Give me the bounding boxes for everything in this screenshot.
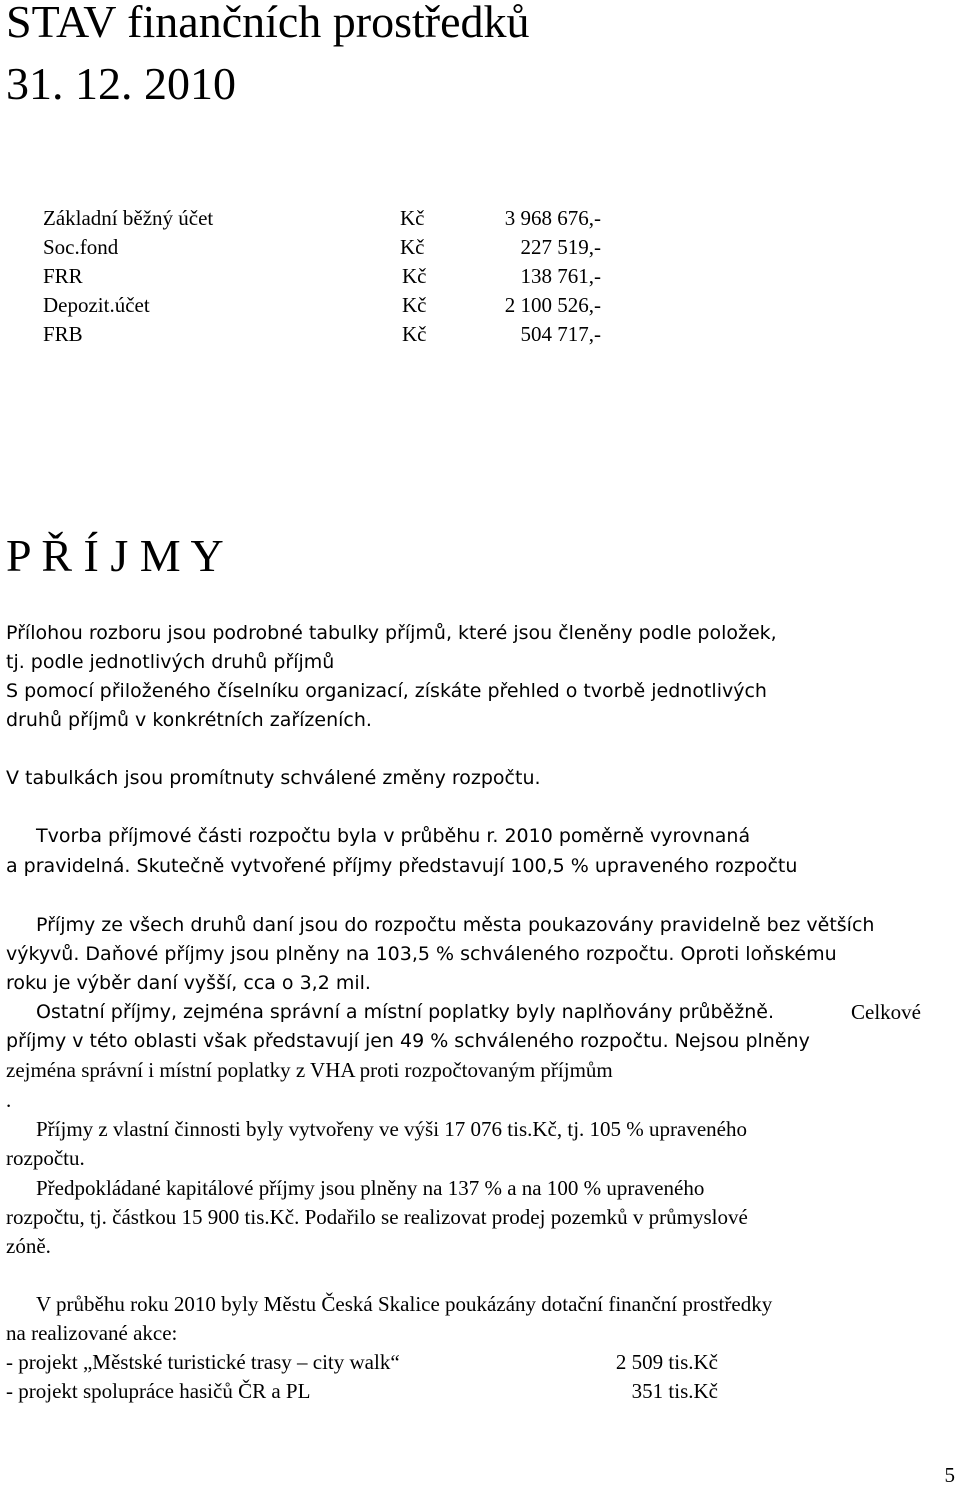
paragraph-line: Tvorba příjmové části rozpočtu byla v průběhu r. 2010 poměrně vyrovnaná: [36, 825, 751, 847]
account-amount: 3 968 676,-: [504, 206, 601, 230]
project-name: - projekt spolupráce hasičů ČR a PL: [6, 1379, 311, 1403]
account-name: Depozit.účet: [43, 293, 150, 317]
paragraph-line: na realizované akce:: [6, 1321, 178, 1345]
account-amount: 2 100 526,-: [504, 293, 601, 317]
account-name: Soc.fond: [43, 235, 119, 259]
paragraph-line: zejména správní i místní poplatky z VHA proti rozpočtovaným příjmům: [6, 1058, 613, 1082]
account-name: FRR: [43, 264, 83, 288]
project-name: - projekt „Městské turistické trasy – city walk“: [6, 1350, 400, 1374]
paragraph-line: a pravidelná. Skutečně vytvořené příjmy představují 100,5 % upraveného rozpočtu: [6, 855, 798, 877]
paragraph-line: Přílohou rozboru jsou podrobné tabulky příjmů, které jsou členěny podle položek,: [6, 622, 777, 644]
paragraph-line: tj. podle jednotlivých druhů příjmů: [6, 651, 335, 673]
account-currency: Kč: [402, 322, 427, 346]
paragraph-line: Příjmy z vlastní činnosti byly vytvořeny ve výši 17 076 tis.Kč, tj. 105 % upraveného: [36, 1117, 747, 1141]
paragraph-line: Příjmy ze všech druhů daní jsou do rozpočtu města poukazovány pravidelně bez větších: [36, 914, 875, 936]
document-date: 31. 12. 2010: [6, 58, 236, 109]
paragraph-line: .: [6, 1088, 12, 1112]
page-number: 5: [944, 1463, 955, 1487]
account-currency: Kč: [400, 235, 425, 259]
account-amount: 227 519,-: [520, 235, 601, 259]
paragraph-line: výkyvů. Daňové příjmy jsou plněny na 103,5 % schváleného rozpočtu. Oproti loňskému: [6, 943, 837, 965]
account-currency: Kč: [400, 206, 425, 230]
paragraph-line: Předpokládané kapitálové příjmy jsou plněny na 137 % a na 100 % upraveného: [36, 1176, 705, 1200]
account-name: FRB: [43, 322, 83, 346]
paragraph-line: příjmy v této oblasti však představují jen 49 % schváleného rozpočtu. Nejsou plněny: [6, 1030, 810, 1052]
project-amount: 351 tis.Kč: [631, 1379, 718, 1403]
paragraph-line: druhů příjmů v konkrétních zařízeních.: [6, 709, 372, 731]
project-amount: 2 509 tis.Kč: [615, 1350, 718, 1374]
paragraph-line: rozpočtu, tj. částkou 15 900 tis.Kč. Podařilo se realizovat prodej pozemků v průmyslové: [6, 1205, 748, 1229]
account-currency: Kč: [402, 264, 427, 288]
paragraph-line: S pomocí přiloženého číselníku organizací, získáte přehled o tvorbě jednotlivých: [6, 680, 767, 702]
account-currency: Kč: [402, 293, 427, 317]
paragraph-line: V tabulkách jsou promítnuty schválené změny rozpočtu.: [6, 767, 541, 789]
paragraph-line: V průběhu roku 2010 byly Městu Česká Skalice poukázány dotační finanční prostředky: [36, 1292, 773, 1316]
paragraph-line: zóně.: [6, 1234, 51, 1258]
paragraph-line: Ostatní příjmy, zejména správní a místní poplatky byly naplňovány průběžně.: [36, 1001, 774, 1023]
account-amount: 138 761,-: [520, 264, 601, 288]
document-title: STAV finančních prostředků: [6, 0, 530, 47]
paragraph-line: roku je výběr daní vyšší, cca o 3,2 mil.: [6, 972, 371, 994]
account-name: Základní běžný účet: [43, 206, 214, 230]
section-heading: P Ř Í J M Y: [6, 530, 224, 581]
paragraph-line: Celkové: [851, 1000, 921, 1024]
paragraph-line: rozpočtu.: [6, 1146, 85, 1170]
account-amount: 504 717,-: [520, 322, 601, 346]
